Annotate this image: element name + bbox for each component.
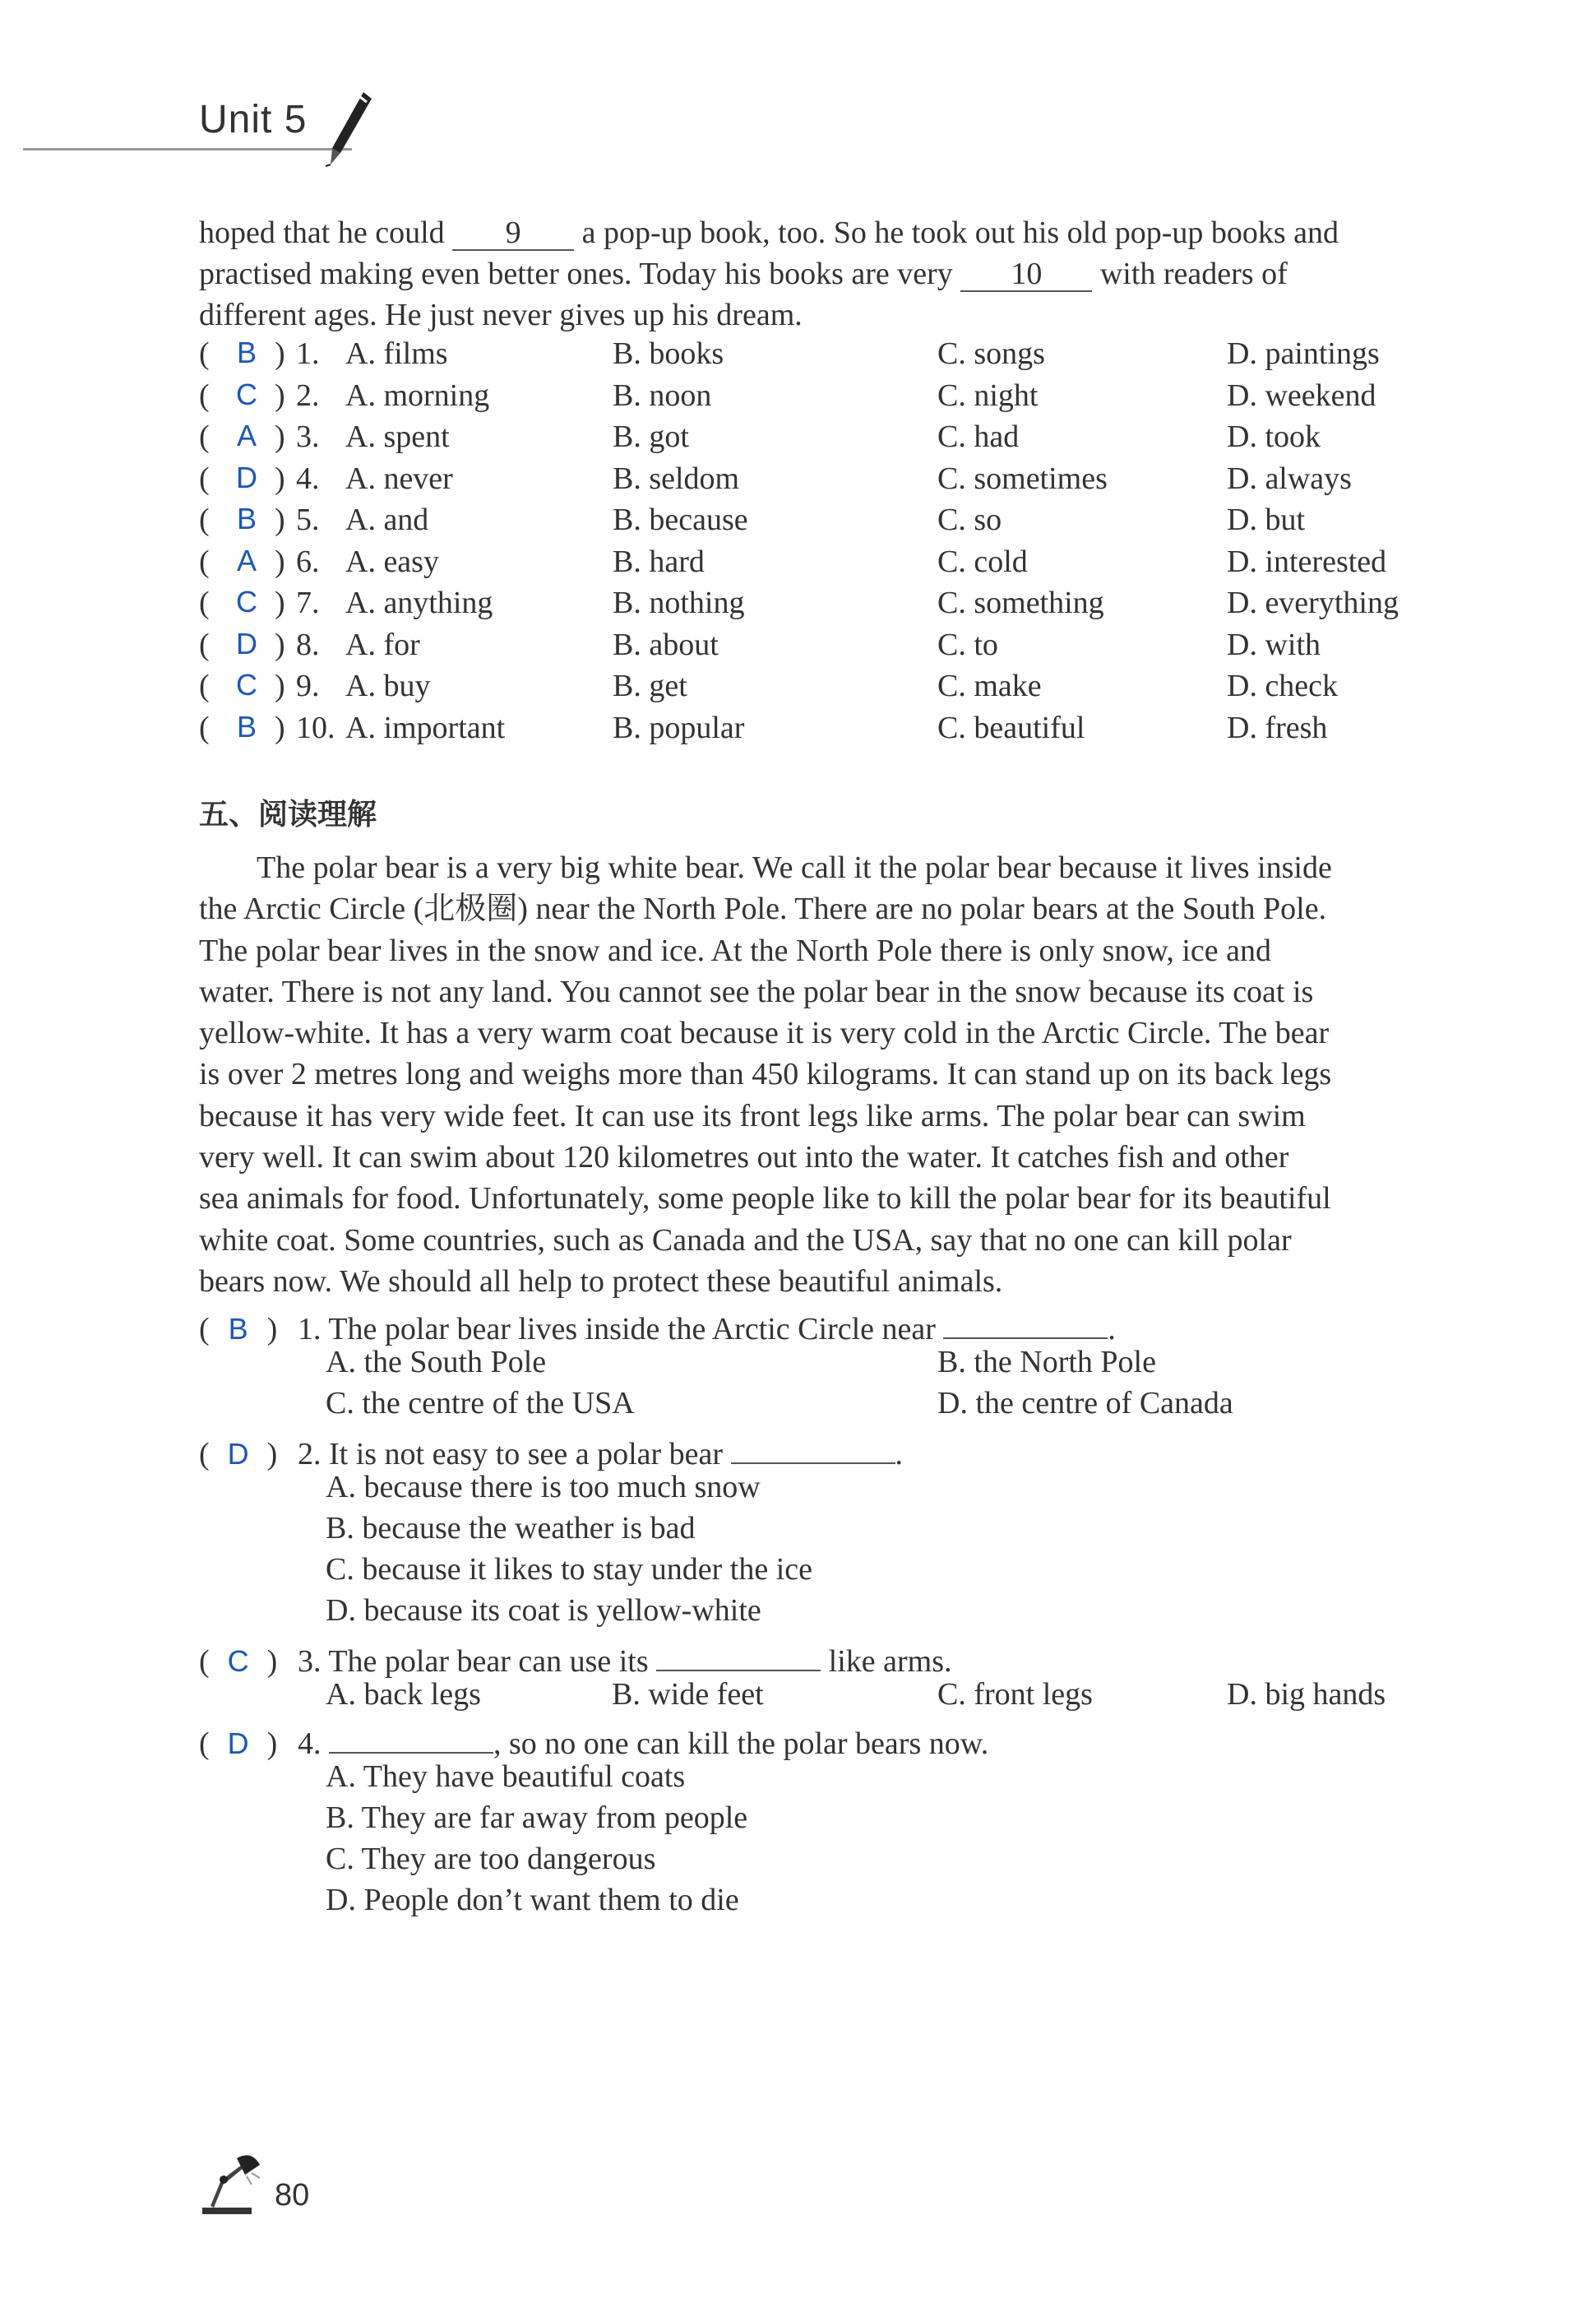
question-number: 6.: [296, 544, 320, 579]
option-c: C. something: [937, 586, 1104, 620]
option-a: A. important: [345, 710, 506, 745]
cloze-question-row: [199, 585, 1416, 627]
option-b: B. nothing: [613, 586, 745, 620]
option-c: C. front legs: [937, 1677, 1093, 1712]
option-b: B. hard: [613, 544, 705, 579]
paren: ): [275, 461, 285, 496]
option-c: C. sometimes: [937, 461, 1108, 496]
option-d: D. check: [1227, 669, 1339, 703]
answer-mark: A: [236, 419, 257, 452]
option-d: D. but: [1227, 503, 1305, 537]
option-b: B. They are far away from people: [326, 1800, 748, 1835]
passage-line: because it has very wide feet. It can use its front legs like arms. The polar bear can swim: [199, 1098, 1306, 1133]
option-a: A. spent: [345, 419, 450, 454]
option-d: D. because its coat is yellow-white: [326, 1593, 761, 1628]
answer-mark: C: [236, 585, 257, 619]
option-d: D. always: [1227, 461, 1352, 496]
paren: ): [275, 336, 285, 371]
answer-mark: D: [236, 460, 257, 494]
option-b: B. get: [613, 669, 687, 703]
option-a: A. They have beautiful coats: [326, 1759, 686, 1794]
option-b: B. because: [613, 503, 748, 537]
cloze-question-row: [199, 461, 1416, 503]
paren: (: [199, 544, 210, 579]
answer-blank: [943, 1303, 1108, 1339]
paren: (: [199, 419, 210, 454]
option-c: C. so: [937, 503, 1002, 537]
option-d: D. with: [1227, 627, 1321, 662]
option-d: D. took: [1227, 419, 1321, 454]
passage-line: white coat. Some countries, such as Canada and the USA, say that no one can kill polar: [199, 1222, 1292, 1258]
cloze-line: different ages. He just never gives up his dream.: [199, 298, 803, 332]
page-number: 80: [275, 2178, 310, 2213]
question-number: 4.: [296, 461, 320, 496]
option-d: D. the centre of Canada: [937, 1386, 1233, 1420]
option-a: A. the South Pole: [326, 1345, 547, 1379]
paren: ): [275, 419, 285, 454]
desk-lamp-icon: [197, 2147, 266, 2216]
option-a: A. because there is too much snow: [326, 1470, 761, 1504]
paren: (: [199, 378, 210, 413]
reading-passage: [199, 847, 1408, 1302]
paren: ): [275, 669, 285, 703]
paren: (: [199, 503, 210, 537]
answer-mark: A: [236, 543, 257, 577]
paren: (: [199, 710, 210, 745]
option-b: B. books: [613, 336, 724, 371]
cloze-passage-tail: [199, 212, 1399, 336]
reading-question-2: ( D ) 2. It is not easy to see a polar bear .: [199, 1428, 903, 1472]
option-c: C. cold: [937, 544, 1028, 579]
option-d: D. interested: [1227, 544, 1387, 579]
option-d: D. paintings: [1227, 336, 1380, 371]
cloze-question-row: [199, 336, 1416, 378]
question-number: 1.: [296, 336, 320, 371]
cloze-question-row: [199, 544, 1416, 586]
option-a: A. back legs: [326, 1677, 481, 1712]
passage-line: very well. It can swim about 120 kilometres out into the water. It catches fish and other: [199, 1140, 1289, 1175]
option-b: B. because the weather is bad: [326, 1511, 696, 1545]
passage-line: water. There is not any land. You cannot see the polar bear in the snow because its coat is: [199, 974, 1314, 1009]
passage-line: bears now. We should all help to protect these beautiful animals.: [199, 1263, 1003, 1299]
cloze-question-row: [199, 419, 1416, 461]
question-number: 9.: [296, 669, 320, 703]
option-b: B. about: [613, 627, 719, 662]
cloze-line: hoped that he could 9 a pop-up book, too. So he took out his old pop-up books and: [199, 215, 1339, 250]
option-c: C. to: [937, 627, 998, 662]
answer-mark: D: [236, 626, 257, 660]
blank-10: 10: [960, 256, 1092, 292]
header-rule: [23, 148, 352, 151]
answer-mark: C: [236, 668, 257, 702]
blank-9: 9: [452, 215, 574, 251]
option-a: A. films: [345, 336, 448, 371]
option-b: B. noon: [613, 378, 712, 413]
option-c: C. because it likes to stay under the ice: [326, 1552, 812, 1587]
answer-blank: [656, 1635, 821, 1671]
answer-blank: [329, 1717, 493, 1754]
cloze-question-row: [199, 502, 1416, 544]
option-a: A. morning: [345, 378, 490, 413]
question-number: 3.: [296, 419, 320, 454]
answer-mark: D: [227, 1437, 249, 1471]
answer-mark: B: [236, 502, 257, 535]
option-a: A. never: [345, 461, 453, 496]
option-a: A. easy: [345, 544, 439, 579]
pen-icon: [322, 89, 375, 168]
paren: ): [275, 503, 285, 537]
question-number: 2.: [296, 378, 320, 413]
option-d: D. weekend: [1227, 378, 1376, 413]
paren: (: [199, 669, 210, 703]
passage-line: yellow-white. It has a very warm coat because it is very cold in the Arctic Circle. The bear: [199, 1016, 1330, 1051]
paren: ): [275, 710, 285, 745]
answer-mark: C: [227, 1644, 249, 1678]
answer-blank: [731, 1428, 895, 1464]
paren: (: [199, 627, 210, 662]
answer-mark: B: [236, 709, 257, 744]
cloze-question-row: [199, 627, 1416, 669]
option-b: B. wide feet: [612, 1677, 764, 1712]
cloze-question-row: [199, 668, 1416, 710]
paren: ): [275, 544, 285, 579]
passage-line: The polar bear is a very big white bear. We call it the polar bear because it lives inside: [257, 850, 1332, 885]
option-b: B. popular: [613, 710, 745, 745]
option-b: B. the North Pole: [937, 1345, 1156, 1379]
unit-title: Unit 5: [199, 98, 308, 141]
paren: (: [199, 461, 210, 496]
answer-mark: B: [228, 1312, 248, 1346]
cloze-line: practised making even better ones. Today his books are very 10 with readers of: [199, 257, 1288, 291]
question-number: 8.: [296, 627, 320, 662]
passage-line: The polar bear lives in the snow and ice. At the North Pole there is only snow, ice and: [199, 933, 1271, 968]
option-d: D. everything: [1227, 586, 1399, 620]
passage-line: the Arctic Circle (北极圈) near the North Pole. There are no polar bears at the South Pole.: [199, 892, 1327, 927]
option-c: C. songs: [937, 336, 1045, 371]
option-a: A. buy: [345, 669, 431, 703]
question-number: 7.: [296, 586, 320, 620]
reading-question-3: ( C ) 3. The polar bear can use its like arms.: [199, 1635, 952, 1680]
option-c: C. had: [937, 419, 1020, 454]
reading-question-4: ( D ) 4. , so no one can kill the polar bears now.: [199, 1717, 988, 1762]
cloze-question-row: [199, 378, 1416, 419]
question-number: 5.: [296, 503, 320, 537]
option-c: C. beautiful: [937, 710, 1085, 745]
answer-mark: B: [236, 336, 257, 369]
option-c: C. night: [937, 378, 1039, 413]
answer-mark: C: [236, 377, 257, 411]
paren: (: [199, 336, 210, 371]
option-a: A. and: [345, 503, 429, 537]
reading-question-1: ( B ) 1. The polar bear lives inside the Arctic Circle near .: [199, 1303, 1116, 1347]
option-a: A. for: [345, 627, 420, 662]
option-d: D. People don’t want them to die: [326, 1883, 739, 1917]
option-c: C. the centre of the USA: [326, 1386, 635, 1420]
paren: ): [275, 627, 285, 662]
paren: ): [275, 378, 285, 413]
paren: (: [199, 586, 210, 620]
passage-line: is over 2 metres long and weighs more than 450 kilograms. It can stand up on its back legs: [199, 1057, 1332, 1092]
paren: ): [275, 586, 285, 620]
section-heading: 五、阅读理解: [199, 798, 377, 832]
option-b: B. seldom: [613, 461, 740, 496]
answer-mark: D: [227, 1726, 249, 1760]
passage-line: sea animals for food. Unfortunately, some people like to kill the polar bear for its beautiful: [199, 1181, 1331, 1216]
option-c: C. make: [937, 669, 1042, 703]
option-c: C. They are too dangerous: [326, 1842, 656, 1876]
option-d: D. fresh: [1227, 710, 1328, 745]
option-a: A. anything: [345, 586, 493, 620]
cloze-question-row: [199, 710, 1416, 752]
cloze-questions: [199, 336, 1416, 751]
option-d: D. big hands: [1227, 1677, 1386, 1712]
option-b: B. got: [613, 419, 689, 454]
question-number: 10.: [296, 710, 335, 745]
